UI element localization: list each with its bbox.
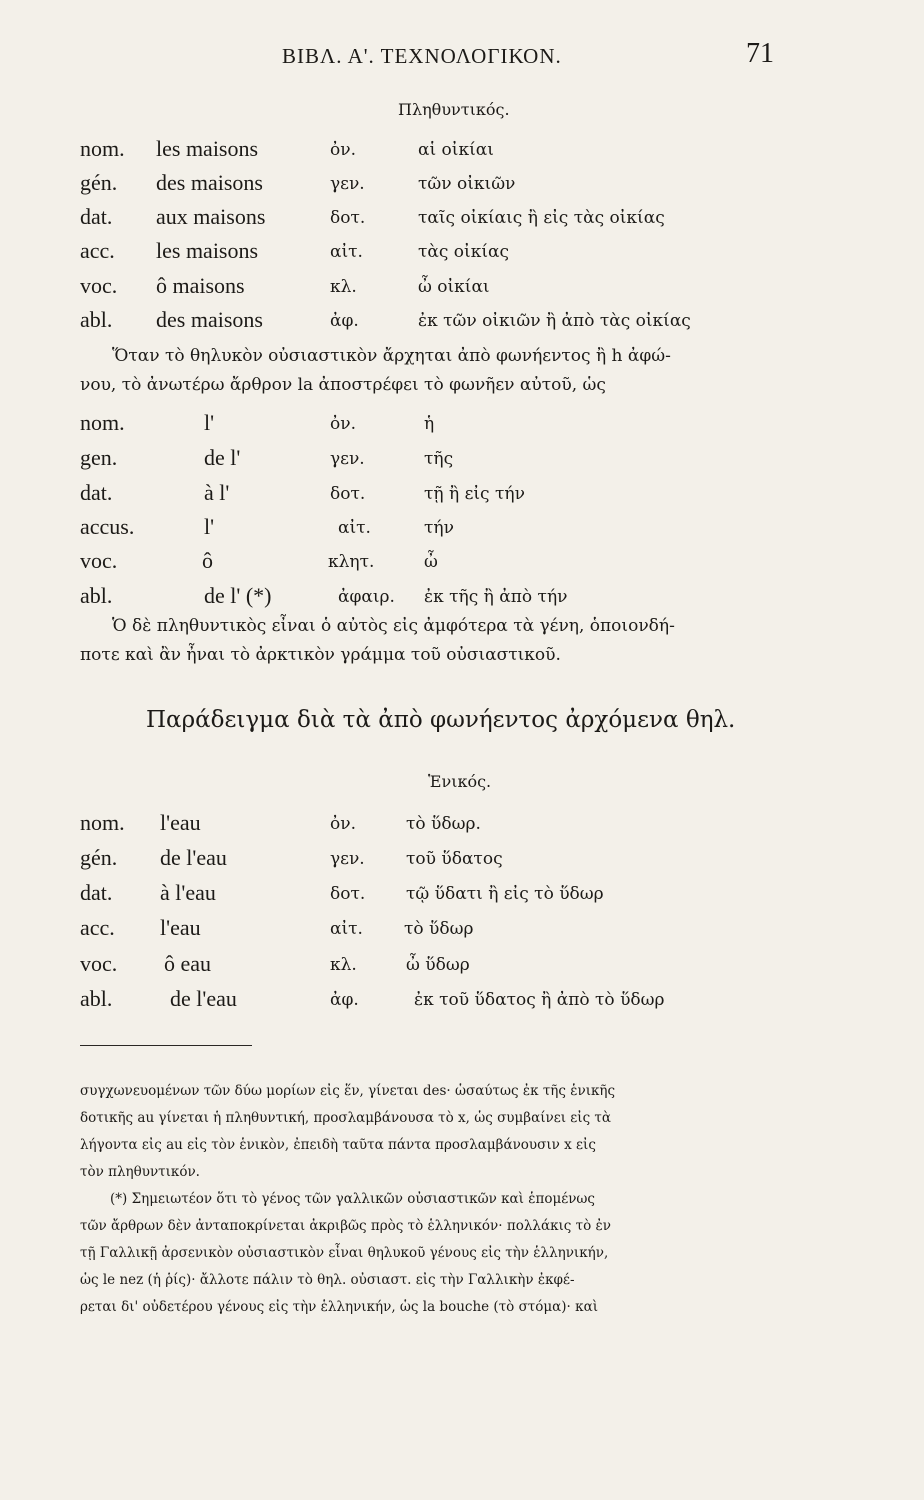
running-title: ΒΙΒΛ. Α'. ΤΕΧΝΟΛΟΓΙΚΟΝ. [282, 44, 562, 68]
footnote-line: λήγοντα εἰς au εἰς τὸν ἑνικὸν, ἐπειδὴ ταῦτα πάντα προσλαμβάνουσιν x εἰς [80, 1137, 596, 1153]
case-label: abl. [80, 583, 113, 608]
table-row [0, 170, 924, 202]
table-row [0, 986, 924, 1018]
case-label: abl. [80, 307, 113, 332]
greek-case-abbr: ἀφ. [330, 311, 359, 331]
table-row [0, 238, 924, 270]
greek-form: ἐκ τῆς ἢ ἀπὸ τήν [424, 587, 568, 607]
greek-form: ἐκ τοῦ ὕδατος ἢ ἀπὸ τὸ ὕδωρ [414, 990, 665, 1010]
footnote-rule [80, 1045, 252, 1046]
french-form: les maisons [156, 136, 259, 161]
table-row [0, 410, 924, 442]
french-form: des maisons [156, 307, 263, 332]
greek-case-abbr: γεν. [330, 849, 365, 869]
french-form: à l'eau [160, 880, 216, 905]
french-form: les maisons [156, 238, 259, 263]
case-label: gén. [80, 170, 118, 195]
greek-form: τὰς οἰκίας [418, 242, 510, 262]
french-form: l'eau [160, 810, 201, 835]
greek-case-abbr: δοτ. [330, 208, 366, 228]
footnote-line: (*) Σημειωτέον ὅτι τὸ γένος τῶν γαλλικῶν οὐσιαστικῶν καὶ ἑπομένως [110, 1191, 595, 1207]
table-row [0, 548, 924, 580]
french-form: de l' [204, 445, 241, 470]
footnote-line: τῇ Γαλλικῇ ἀρσενικὸν οὐσιαστικὸν εἶναι θηλυκοῦ γένους εἰς τὴν ἑλληνικήν, [80, 1245, 609, 1261]
greek-case-abbr: κλ. [330, 277, 357, 297]
french-form: de l'eau [160, 845, 227, 870]
greek-case-abbr: ἀφαιρ. [338, 587, 395, 607]
greek-case-abbr: αἰτ. [330, 919, 363, 939]
greek-form: τῆς [424, 449, 454, 469]
greek-case-abbr: ὀν. [330, 814, 356, 834]
greek-case-abbr: ἀφ. [330, 990, 359, 1010]
footnote-line: συγχωνευομένων τῶν δύω μορίων εἰς ἕν, γίνεται des· ὡσαύτως ἐκ τῆς ἑνικῆς [80, 1083, 616, 1099]
french-form: l' [204, 410, 215, 435]
page-number: 71 [746, 38, 774, 69]
table-row [0, 951, 924, 983]
case-label: gen. [80, 445, 118, 470]
french-form: de l' (*) [204, 583, 272, 608]
greek-case-abbr: αἰτ. [338, 518, 371, 538]
case-label: acc. [80, 915, 115, 940]
greek-form: τὸ ὕδωρ. [406, 814, 481, 834]
case-label: nom. [80, 410, 125, 435]
paragraph-line: Ὅταν τὸ θηλυκὸν οὐσιαστικὸν ἄρχηται ἀπὸ φωνήεντος ἢ h ἀφώ- [112, 346, 671, 366]
greek-form: ὦ οἰκίαι [418, 277, 490, 297]
case-label: acc. [80, 238, 115, 263]
french-form: aux maisons [156, 204, 266, 229]
greek-case-abbr: κλητ. [328, 552, 375, 572]
table-row [0, 204, 924, 236]
plural-subhead: Πληθυντικός. [398, 100, 510, 119]
case-label: voc. [80, 548, 118, 573]
french-form: à l' [204, 480, 230, 505]
table-row [0, 583, 924, 615]
footnotes [80, 1078, 800, 1321]
greek-case-abbr: γεν. [330, 174, 365, 194]
running-head [0, 38, 924, 78]
greek-form: ταῖς οἰκίαις ἢ εἰς τὰς οἰκίας [418, 208, 665, 228]
paragraph-line: ποτε καὶ ἂν ἦναι τὸ ἀρκτικὸν γράμμα τοῦ οὐσιαστικοῦ. [80, 645, 561, 665]
footnote-line: ρεται δι' οὐδετέρου γένους εἰς τὴν ἑλληνικήν, ὡς la bouche (τὸ στόμα)· καὶ [80, 1299, 598, 1315]
table-row [0, 915, 924, 947]
greek-case-abbr: κλ. [330, 955, 357, 975]
french-form: ô eau [164, 951, 212, 976]
footnote-continuation [80, 1078, 800, 1186]
french-form: des maisons [156, 170, 263, 195]
greek-form: τῶν οἰκιῶν [418, 174, 516, 194]
greek-case-abbr: γεν. [330, 449, 365, 469]
footnote-line: τῶν ἄρθρων δὲν ἀνταποκρίνεται ἀκριβῶς πρὸς τὸ ἑλληνικόν· πολλάκις τὸ ἐν [80, 1218, 611, 1234]
table-row [0, 810, 924, 842]
paragraph-line: Ὁ δὲ πληθυντικὸς εἶναι ὁ αὐτὸς εἰς ἀμφότερα τὰ γένη, ὁποιονδή- [112, 616, 675, 636]
greek-form: τὸ ὕδωρ [404, 919, 474, 939]
singular-subhead: Ἑνικός. [428, 772, 492, 791]
case-label: nom. [80, 810, 125, 835]
table-row [0, 880, 924, 912]
case-label: voc. [80, 273, 118, 298]
greek-form: ἡ [424, 414, 435, 434]
french-form: l' [204, 514, 215, 539]
greek-form: αἱ οἰκίαι [418, 140, 494, 160]
footnote-line: ὡς le nez (ἡ ῥίς)· ἄλλοτε πάλιν τὸ θηλ. οὐσιαστ. εἰς τὴν Γαλλικὴν ἐκφέ- [80, 1272, 575, 1288]
greek-form: τῷ ὕδατι ἢ εἰς τὸ ὕδωρ [406, 884, 604, 904]
footnote-asterisk [80, 1186, 800, 1321]
footnote-line: δοτικῆς au γίνεται ἡ πληθυντική, προσλαμβάνουσα τὸ x, ὡς συμβαίνει εἰς τὰ [80, 1110, 612, 1126]
table-row [0, 845, 924, 877]
french-form: ô maisons [156, 273, 245, 298]
greek-case-abbr: αἰτ. [330, 242, 363, 262]
plural-rule-paragraph [80, 612, 810, 670]
table-row [0, 273, 924, 305]
greek-case-abbr: δοτ. [330, 484, 366, 504]
case-label: dat. [80, 480, 113, 505]
example-heading: Παράδειγμα διὰ τὰ ἀπὸ φωνήεντος ἀρχόμενα θηλ. [146, 707, 736, 733]
french-form: de l'eau [170, 986, 237, 1011]
greek-form: τῇ ἢ εἰς τήν [424, 484, 525, 504]
paragraph-line: νου, τὸ ἀνωτέρω ἄρθρον la ἀποστρέφει τὸ φωνῆεν αὐτοῦ, ὡς [80, 375, 606, 395]
greek-form: τήν [424, 518, 454, 538]
case-label: nom. [80, 136, 125, 161]
table-row [0, 136, 924, 168]
case-label: gén. [80, 845, 118, 870]
french-form: ô [202, 548, 213, 573]
greek-form: ὦ ὕδωρ [406, 955, 470, 975]
elision-paragraph [80, 342, 810, 400]
french-form: l'eau [160, 915, 201, 940]
greek-case-abbr: ὀν. [330, 414, 356, 434]
table-row [0, 480, 924, 512]
footnote-line: τὸν πληθυντικόν. [80, 1164, 200, 1180]
table-row [0, 307, 924, 339]
greek-form: τοῦ ὕδατος [406, 849, 503, 869]
greek-case-abbr: ὀν. [330, 140, 356, 160]
case-label: abl. [80, 986, 113, 1011]
greek-form: ἐκ τῶν οἰκιῶν ἢ ἀπὸ τὰς οἰκίας [418, 311, 691, 331]
greek-case-abbr: δοτ. [330, 884, 366, 904]
case-label: voc. [80, 951, 118, 976]
table-row [0, 445, 924, 477]
case-label: dat. [80, 880, 113, 905]
case-label: accus. [80, 514, 135, 539]
greek-form: ὦ [424, 552, 438, 572]
case-label: dat. [80, 204, 113, 229]
table-row [0, 514, 924, 546]
